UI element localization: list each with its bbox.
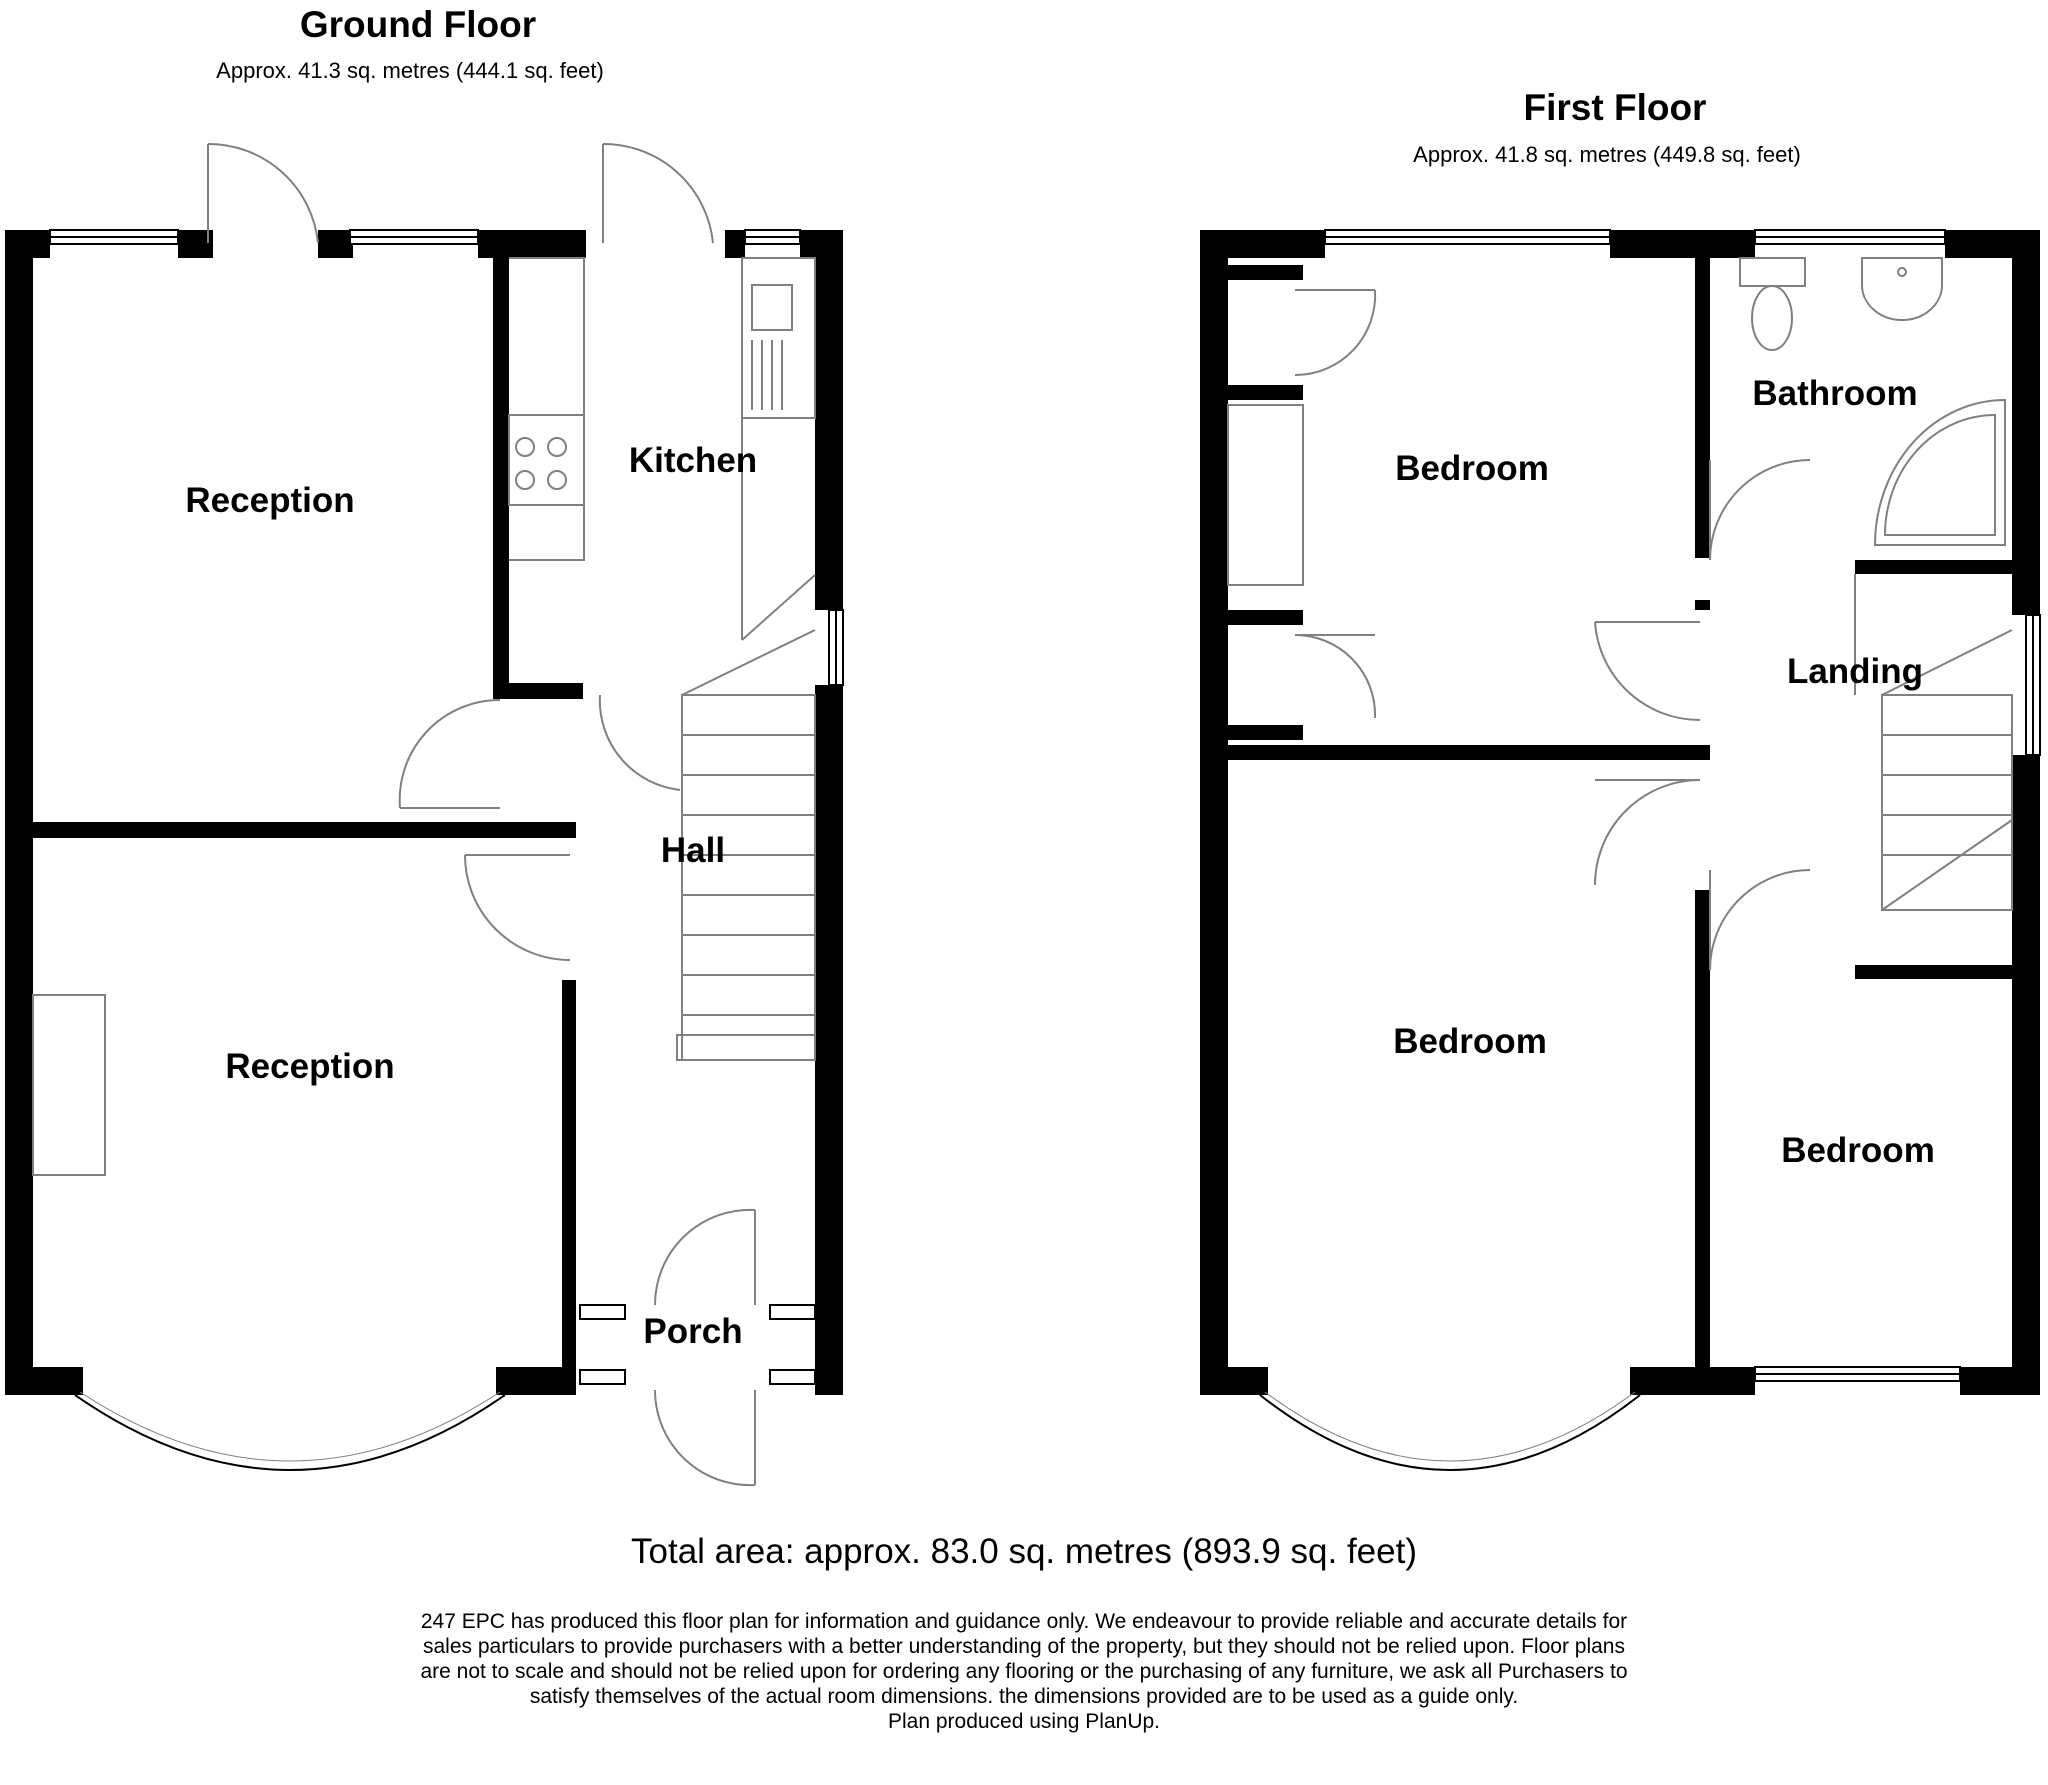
room-label-bedroom-1: Bedroom (1395, 449, 1549, 488)
ground-floor-room-labels (185, 441, 757, 1351)
wardrobe (1228, 405, 1303, 585)
room-label-kitchen: Kitchen (628, 441, 758, 480)
disclaimer-line: are not to scale and should not be relied upon for ordering any flooring or the purchasing of any furniture, we ask all Purchasers to (420, 1660, 1628, 1683)
fireplace (33, 995, 105, 1175)
room-label-bathroom: Bathroom (1752, 374, 1918, 413)
ground-floor-area: Approx. 41.3 sq. metres (444.1 sq. feet) (216, 58, 604, 83)
disclaimer-line: satisfy themselves of the actual room dimensions. the dimensions provided are to be used as a guide only. (529, 1685, 1519, 1708)
ground-floor-plan (5, 4, 843, 1485)
disclaimer-line: sales particulars to provide purchasers with a better understanding of the property, but they should not be relied upon. Floor plans (423, 1635, 1625, 1658)
room-label-reception-1: Reception (185, 481, 355, 520)
room-label-hall: Hall (660, 831, 726, 870)
first-floor-windows (1325, 230, 2040, 1381)
disclaimer (140, 1609, 1908, 1734)
room-label-bedroom-3: Bedroom (1781, 1131, 1935, 1170)
first-floor-doors (1295, 290, 1810, 970)
ground-floor-title: Ground Floor (299, 4, 537, 45)
room-label-reception-2: Reception (225, 1047, 395, 1086)
hob-icon (509, 258, 584, 560)
disclaimer-line: Plan produced using PlanUp. (887, 1710, 1160, 1733)
bay-window-arc (75, 1395, 505, 1470)
toilet-icon (1752, 286, 1792, 350)
room-label-bedroom-2: Bedroom (1393, 1022, 1547, 1061)
first-floor-room-labels (1393, 374, 1935, 1170)
shower-icon (1875, 400, 2005, 545)
total-area: Total area: approx. 83.0 sq. metres (893.9 sq. feet) (631, 1532, 1417, 1571)
room-label-porch: Porch (643, 1312, 743, 1351)
ground-floor-doors (208, 144, 758, 1485)
first-floor-bay-window-arc (1260, 1395, 1640, 1470)
first-floor-staircase (1855, 574, 2012, 910)
ground-floor-walls (5, 230, 843, 1395)
first-floor-plan (1200, 87, 2040, 1470)
disclaimer-line: 247 EPC has produced this floor plan for information and guidance only. We endeavour to provide reliable and accurate details for (420, 1610, 1628, 1633)
first-floor-area: Approx. 41.8 sq. metres (449.8 sq. feet) (1413, 142, 1801, 167)
room-label-landing: Landing (1786, 652, 1924, 691)
first-floor-title: First Floor (1523, 87, 1707, 128)
